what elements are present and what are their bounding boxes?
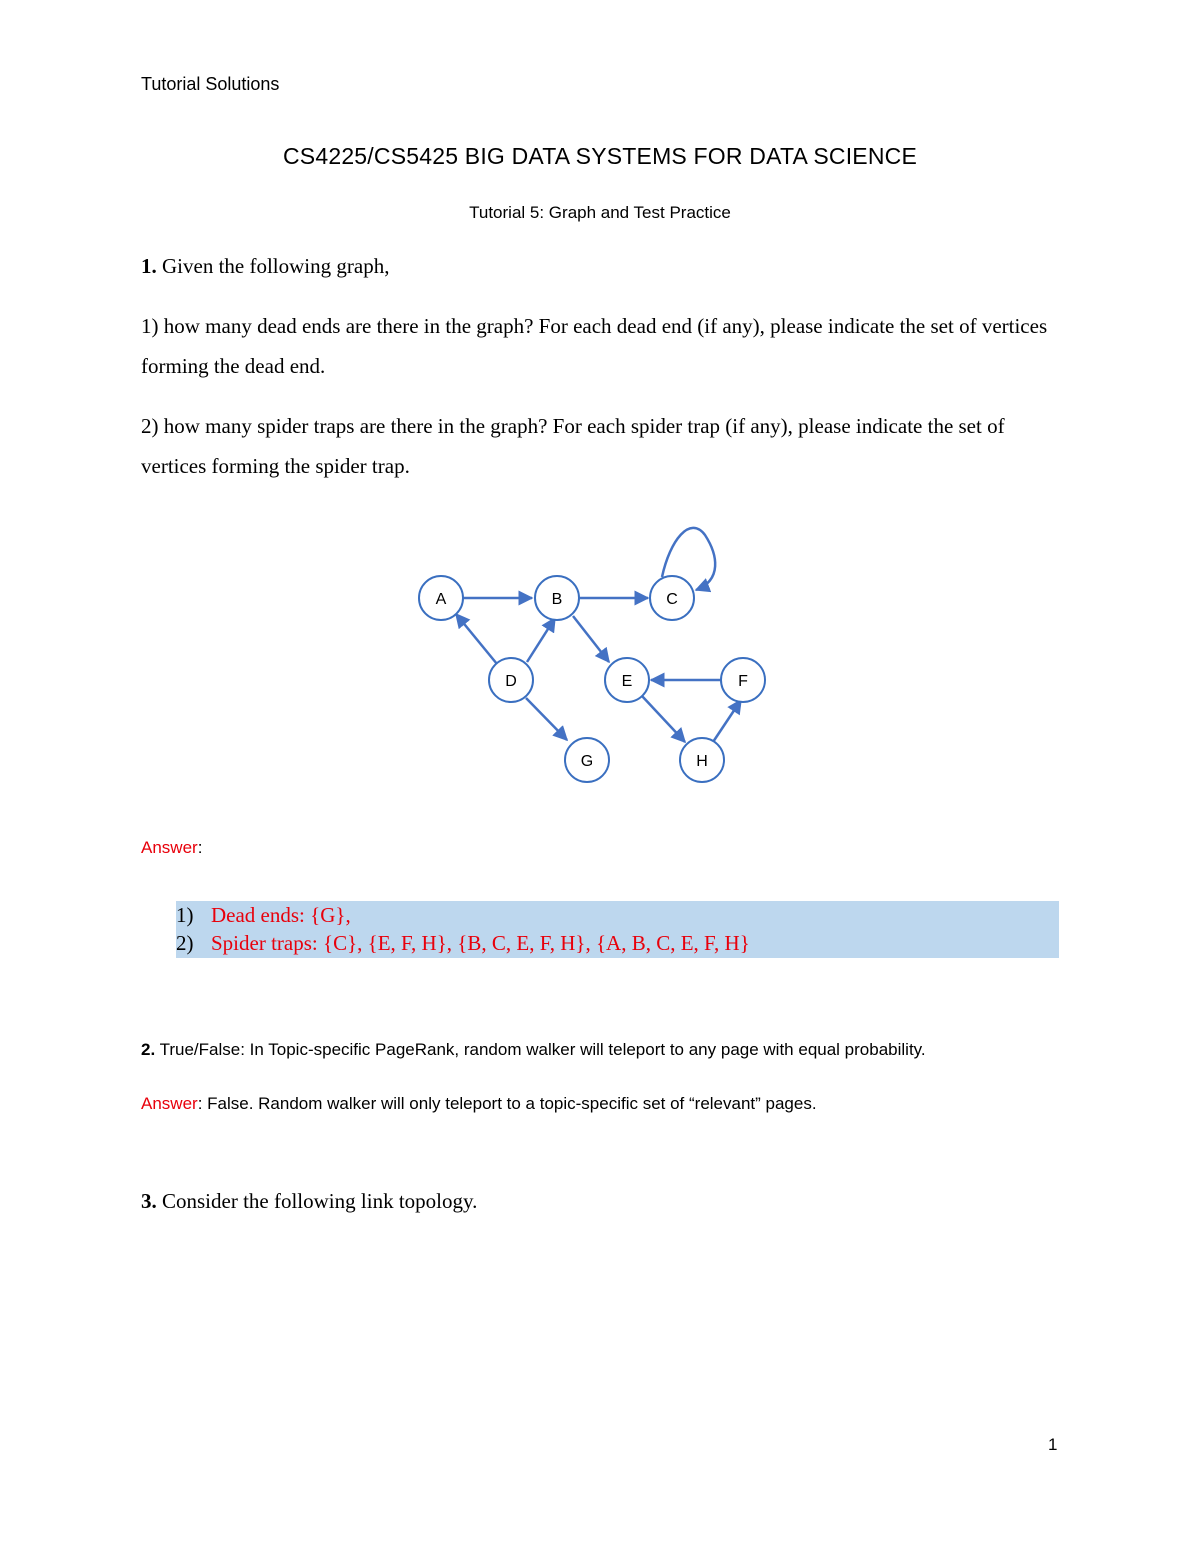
node-a <box>419 576 463 620</box>
question-1-number: 1. <box>141 254 157 278</box>
question-1-part-1: 1) how many dead ends are there in the graph? For each dead end (if any), please indicate the set of vertices forming the dead end. <box>141 314 1048 378</box>
document-title: CS4225/CS5425 BIG DATA SYSTEMS FOR DATA SCIENCE <box>282 143 917 169</box>
question-1-part-2: 2) how many spider traps are there in the graph? For each spider trap (if any), please indicate the set of vertices forming the spider trap. <box>141 414 1005 478</box>
node-a-label: A <box>435 591 447 608</box>
node-f <box>721 658 765 702</box>
document-subtitle: Tutorial 5: Graph and Test Practice <box>469 203 731 222</box>
edge-d-b <box>527 618 555 662</box>
node-g-label: G <box>580 753 594 770</box>
edge-d-a <box>456 614 497 664</box>
page-number: 1 <box>1048 1435 1058 1454</box>
node-d-label: D <box>505 673 517 690</box>
question-3 <box>141 1189 477 1214</box>
answer-1-item-1-number: 1) <box>176 903 194 927</box>
answer-1-item-1-text: Dead ends: {G}, <box>211 903 351 927</box>
answer-1-item-2 <box>176 929 750 957</box>
answer-1-item-2-text: Spider traps: {C}, {E, F, H}, {B, C, E, F, H}, {A, B, C, E, F, H} <box>211 931 750 955</box>
node-f-label: F <box>738 673 748 690</box>
question-2-number: 2. <box>141 1040 156 1059</box>
graph-diagram <box>400 520 780 795</box>
answer-1-label-text: Answer <box>141 838 198 857</box>
answer-1-item-2-number: 2) <box>176 931 194 955</box>
node-e-label: E <box>621 673 633 690</box>
question-2 <box>141 1040 926 1060</box>
question-2-tf: True/False: <box>155 1040 245 1059</box>
answer-1-label <box>141 838 202 858</box>
node-b-label: B <box>551 591 563 608</box>
node-g <box>565 738 609 782</box>
answer-2-label: Answer <box>141 1094 198 1113</box>
edge-d-g <box>526 698 567 740</box>
question-2-text: In Topic-specific PageRank, random walker will teleport to any page with equal probability. <box>244 1040 926 1059</box>
question-3-text: Consider the following link topology. <box>156 1189 478 1213</box>
question-3-number: 3. <box>141 1189 157 1213</box>
node-c <box>650 576 694 620</box>
question-1-intro <box>141 246 1061 286</box>
edge-h-f <box>713 700 741 742</box>
node-h <box>680 738 724 782</box>
node-h-label: H <box>696 753 708 770</box>
page-header: Tutorial Solutions <box>141 74 280 94</box>
node-d <box>489 658 533 702</box>
edge-b-e <box>573 616 609 662</box>
answer-2-text: : False. Random walker will only teleport to a topic-specific set of “relevant” pages. <box>197 1094 817 1113</box>
edge-e-h <box>642 696 685 742</box>
answer-1-label-colon: : <box>197 838 203 857</box>
node-e <box>605 658 649 702</box>
node-b <box>535 576 579 620</box>
question-1-intro-text: Given the following graph, <box>156 254 390 278</box>
node-c-label: C <box>666 591 678 608</box>
answer-2 <box>141 1094 817 1114</box>
answer-1-item-1 <box>176 901 351 929</box>
